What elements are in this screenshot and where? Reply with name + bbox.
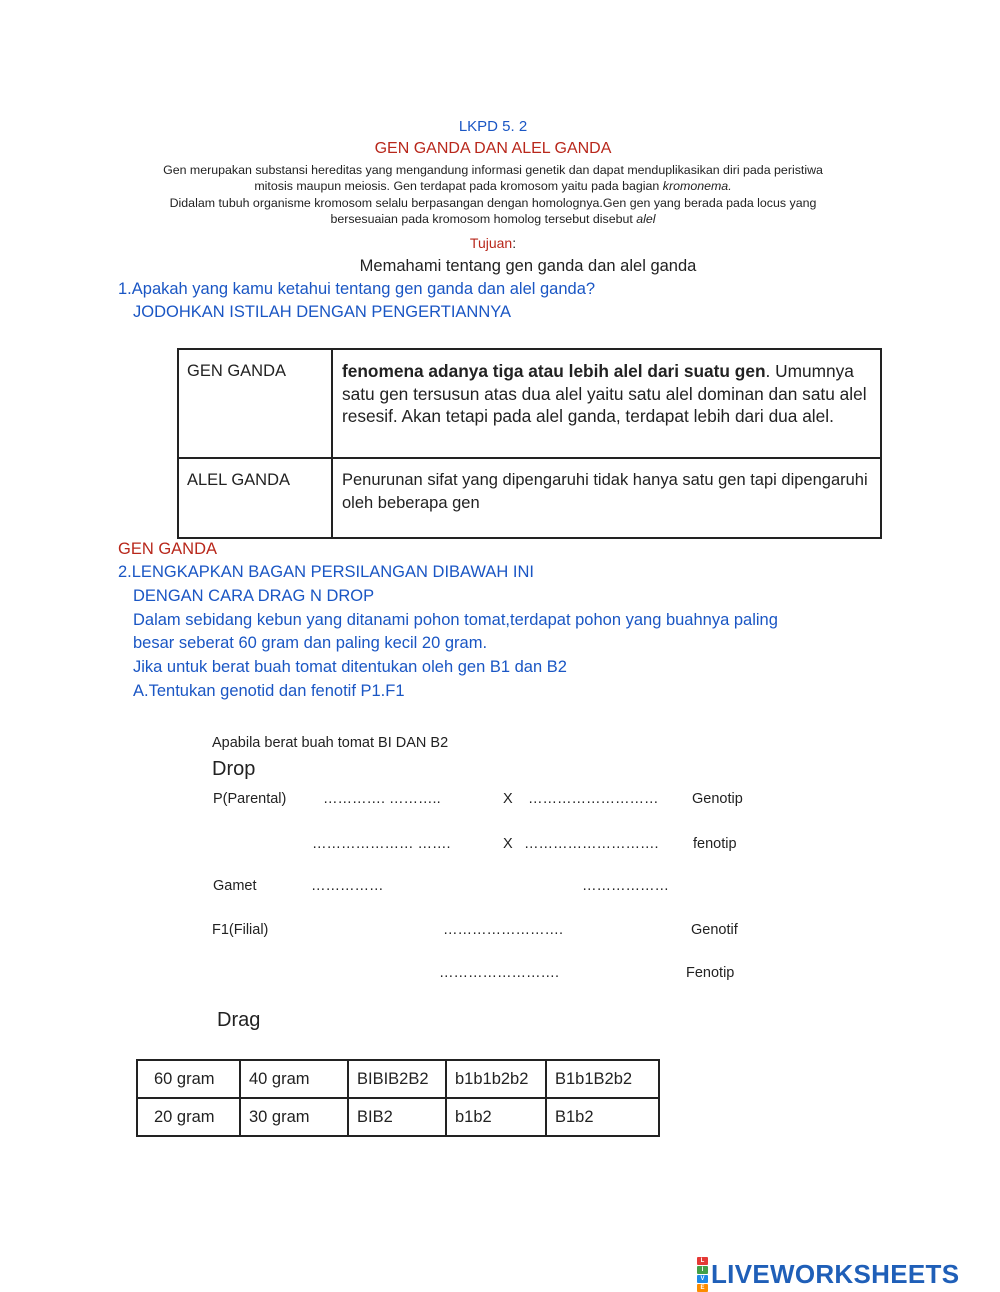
matching-table — [177, 348, 882, 539]
fenotip-label: fenotip — [693, 836, 737, 852]
fenotip2-label: Fenotip — [686, 965, 735, 981]
drag-item[interactable]: B1b1B2b2 — [546, 1060, 659, 1098]
genotif-label: Genotif — [691, 922, 738, 938]
drag-item[interactable]: b1b1b2b2 — [446, 1060, 546, 1098]
logo-blocks-icon: L I V E — [697, 1256, 708, 1292]
goal-label: Tujuan: — [469, 235, 517, 251]
drop-slot-parent-2[interactable]: ……………………… — [528, 791, 659, 807]
drop-slot-parent-1[interactable]: …………. ……….. — [323, 791, 441, 807]
drag-item[interactable]: 60 gram — [137, 1060, 240, 1098]
drag-item[interactable]: B1b2 — [546, 1098, 659, 1136]
cross-x: X — [503, 836, 513, 852]
definition-cell: fenomena adanya tiga atau lebih alel dari suatu gen. Umumnya satu gen tersusun atas dua alel yaitu satu alel dominan dan satu alel resesif. Akan tetapi pada alel ganda, terdapat lebih dari dua alel. — [332, 349, 881, 458]
logo-text: LIVEWORKSHEETS — [711, 1258, 960, 1289]
table-row — [178, 458, 881, 538]
intro-paragraph-2 — [0, 196, 986, 227]
intro-paragraph-1 — [0, 163, 986, 194]
drag-item[interactable]: b1b2 — [446, 1098, 546, 1136]
parental-label: P(Parental) — [213, 791, 287, 807]
term-cell: ALEL GANDA — [178, 458, 332, 538]
drag-item[interactable]: 40 gram — [240, 1060, 348, 1098]
table-row — [137, 1098, 659, 1136]
answer-field[interactable]: GEN GANDA — [118, 540, 218, 558]
table-row — [178, 349, 881, 458]
gamet-label: Gamet — [213, 878, 257, 894]
question-1: 1.Apakah yang kamu ketahui tentang gen ganda dan alel ganda? — [118, 280, 596, 298]
drop-slot-f1-genotype[interactable]: ……………………. — [443, 922, 564, 938]
drag-item[interactable]: 30 gram — [240, 1098, 348, 1136]
intro-line-2: mitosis maupun meiosis. Gen terdapat pada kromosom yaitu pada bagian kromonema. — [254, 178, 732, 193]
term-cell: GEN GANDA — [178, 349, 332, 458]
filial-label: F1(Filial) — [212, 922, 269, 938]
question-2-line: besar seberat 60 gram dan paling kecil 20 gram. — [133, 634, 488, 652]
drop-slot-phenotype-2[interactable]: ………………………. — [524, 836, 659, 852]
question-2-line: A.Tentukan genotid dan fenotif P1.F1 — [133, 682, 405, 700]
worksheet-code: LKPD 5. 2 — [458, 118, 528, 135]
genotip-label: Genotip — [692, 791, 743, 807]
drop-slot-gamet-1[interactable]: …………… — [311, 878, 384, 894]
cross-x: X — [503, 791, 513, 807]
drag-item[interactable]: BIBIB2B2 — [348, 1060, 446, 1098]
question-2: 2.LENGKAPKAN BAGAN PERSILANGAN DIBAWAH INI — [118, 563, 534, 581]
intro-line-3: Didalam tubuh organisme kromosom selalu berpasangan dengan homolognya.Gen gen yang berada pada locus yang — [169, 196, 817, 210]
question-2-line: Dalam sebidang kebun yang ditanami pohon tomat,terdapat pohon yang buahnya paling — [133, 611, 778, 629]
question-1-instruction: JODOHKAN ISTILAH DENGAN PENGERTIANNYA — [133, 303, 512, 321]
liveworksheets-logo[interactable] — [697, 1256, 959, 1292]
question-2-line: DENGAN CARA DRAG N DROP — [133, 587, 375, 605]
question-2-line: Jika untuk berat buah tomat ditentukan oleh gen B1 dan B2 — [133, 658, 567, 676]
drag-item[interactable]: BIB2 — [348, 1098, 446, 1136]
intro-line-4: bersesuaian pada kromosom homolog tersebut disebut alel — [330, 211, 656, 226]
page-title: GEN GANDA DAN ALEL GANDA — [374, 140, 612, 157]
drop-slot-phenotype-1[interactable]: ………………… ……. — [312, 836, 451, 852]
drop-slot-f1-phenotype[interactable]: ……………………. — [439, 965, 560, 981]
cross-intro: Apabila berat buah tomat BI DAN B2 — [212, 735, 449, 751]
drag-heading: Drag — [217, 1009, 261, 1031]
drag-options-table — [136, 1059, 660, 1137]
definition-cell: Penurunan sifat yang dipengaruhi tidak hanya satu gen tapi dipengaruhi oleh beberapa gen — [332, 458, 881, 538]
table-row — [137, 1060, 659, 1098]
goal-text: Memahami tentang gen ganda dan alel ganda — [359, 257, 697, 275]
drop-heading: Drop — [212, 758, 256, 780]
drop-slot-gamet-2[interactable]: ……………… — [582, 878, 669, 894]
intro-line-1: Gen merupakan substansi hereditas yang mengandung informasi genetik dan dapat menduplikasikan diri pada peristiwa — [163, 163, 823, 177]
drag-item[interactable]: 20 gram — [137, 1098, 240, 1136]
